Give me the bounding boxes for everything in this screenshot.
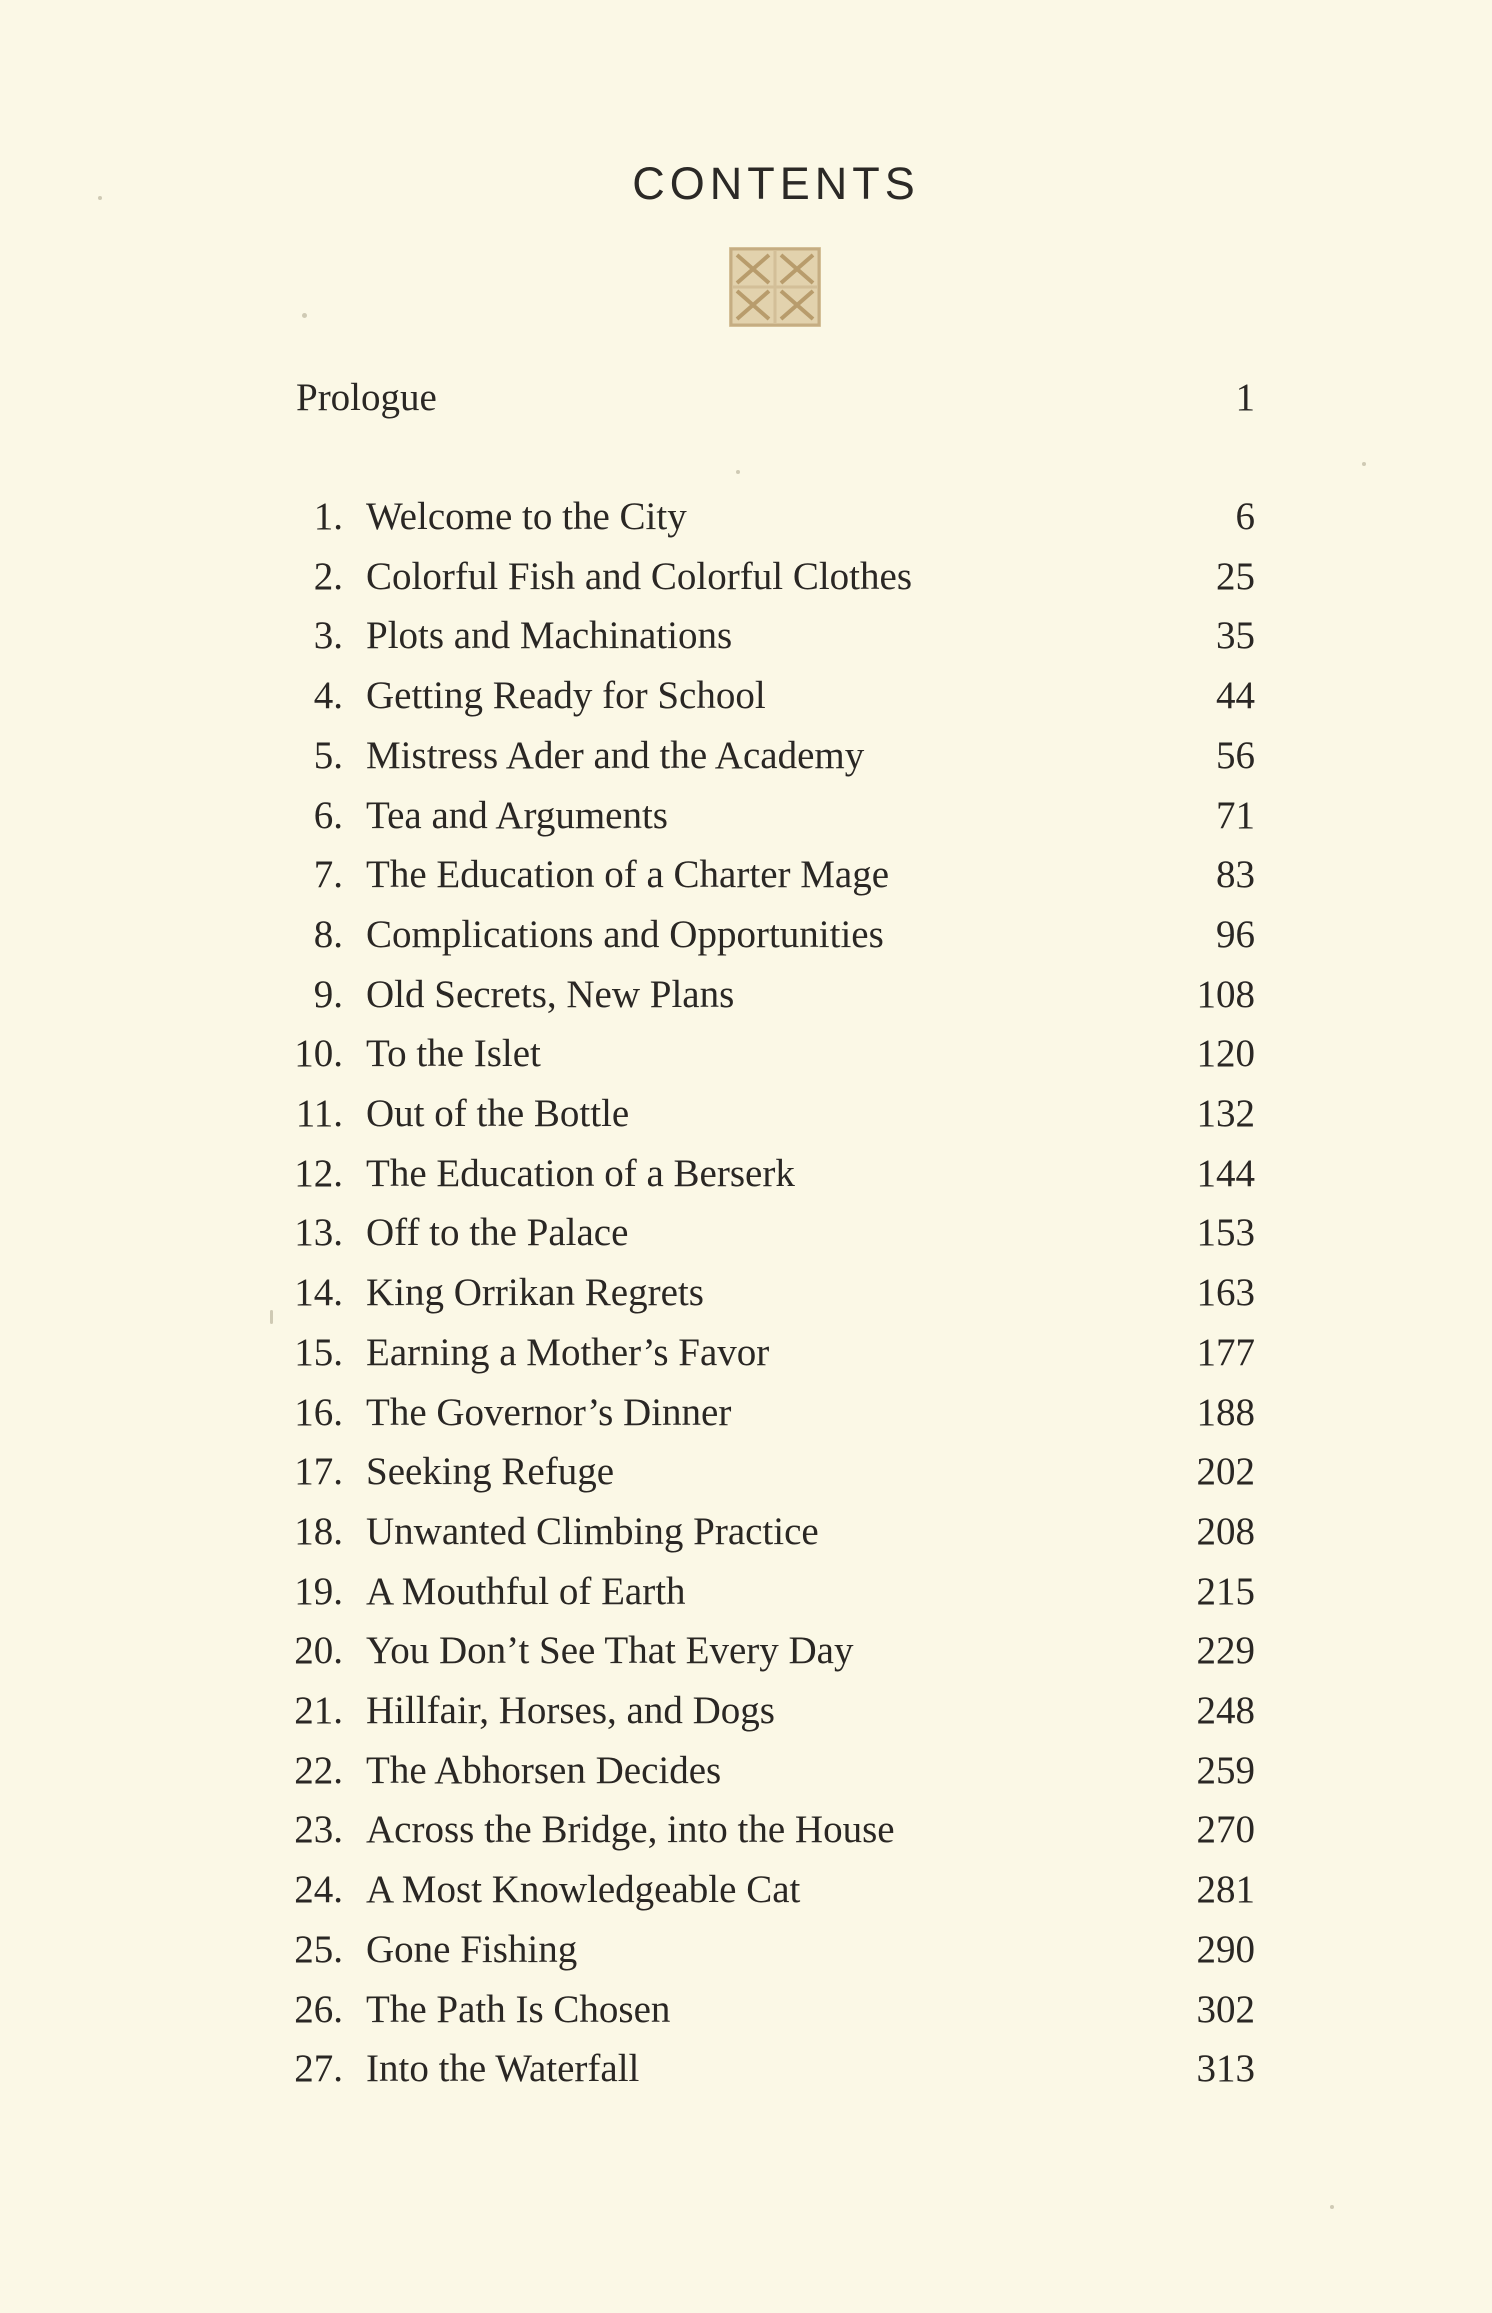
toc-chapter-entry[interactable]: [0, 1266, 1492, 1320]
toc-chapter-entry[interactable]: [0, 908, 1492, 962]
chapter-page-number: 35: [1216, 614, 1255, 658]
chapter-number: 25.: [294, 1927, 343, 1971]
chapter-title: The Path Is Chosen: [366, 1987, 671, 2031]
chapter-title: Hillfair, Horses, and Dogs: [366, 1689, 775, 1732]
toc-chapter-entry[interactable]: [0, 2042, 1492, 2096]
prologue-title: Prologue: [296, 376, 437, 419]
toc-chapter-entry[interactable]: [0, 968, 1492, 1022]
chapter-number: 3.: [313, 614, 343, 658]
chapter-page-number: 153: [1196, 1211, 1255, 1255]
toc-chapter-entry[interactable]: [0, 1863, 1492, 1917]
chapter-number: 22.: [294, 1748, 343, 1792]
chapter-title: Out of the Bottle: [366, 1092, 630, 1135]
toc-chapter-entry[interactable]: [0, 1803, 1492, 1857]
chapter-page-number: 56: [1216, 733, 1255, 777]
chapter-page-number: 302: [1196, 1987, 1255, 2031]
chapter-number: 4.: [313, 674, 343, 718]
chapter-number: 8.: [313, 912, 343, 956]
chapter-page-number: 108: [1196, 972, 1255, 1016]
chapter-page-number: 71: [1216, 793, 1255, 837]
chapter-page-number: 313: [1196, 2047, 1255, 2091]
toc-chapter-entry[interactable]: [0, 1445, 1492, 1499]
toc-chapter-entry[interactable]: [0, 1923, 1492, 1977]
chapter-title: Old Secrets, New Plans: [366, 972, 735, 1016]
toc-chapter-entry[interactable]: [0, 550, 1492, 604]
chapter-number: 7.: [313, 853, 343, 897]
toc-chapter-entry[interactable]: [0, 1505, 1492, 1559]
chapter-title: The Abhorsen Decides: [366, 1748, 722, 1792]
chapter-title: King Orrikan Regrets: [366, 1271, 704, 1315]
toc-chapter-entry[interactable]: [0, 1147, 1492, 1201]
chapter-number: 5.: [313, 733, 343, 777]
chapter-number: 26.: [294, 1987, 343, 2031]
chapter-page-number: 163: [1196, 1271, 1255, 1315]
paper-speck: [1362, 462, 1366, 466]
chapter-number: 23.: [294, 1808, 343, 1852]
chapter-title: Unwanted Climbing Practice: [366, 1509, 819, 1553]
chapter-number: 18.: [294, 1509, 343, 1553]
chapter-page-number: 215: [1196, 1569, 1255, 1613]
toc-chapter-entry[interactable]: [0, 1027, 1492, 1081]
chapter-number: 2.: [313, 554, 343, 598]
chapter-number: 6.: [313, 793, 343, 837]
knot-ornament-icon: [729, 247, 821, 327]
chapter-title: Across the Bridge, into the House: [366, 1808, 895, 1852]
chapter-title: The Education of a Berserk: [366, 1151, 795, 1195]
chapter-title: Welcome to the City: [366, 495, 687, 538]
chapter-page-number: 208: [1196, 1509, 1255, 1553]
chapter-page-number: 83: [1216, 853, 1255, 897]
prologue-page-number: 1: [1235, 376, 1255, 419]
chapter-number: 20.: [294, 1629, 343, 1673]
chapter-title: Off to the Palace: [366, 1211, 629, 1255]
chapter-number: 11.: [295, 1092, 343, 1135]
chapter-title: Colorful Fish and Colorful Clothes: [366, 554, 912, 598]
chapter-title: You Don’t See That Every Day: [366, 1629, 854, 1673]
paper-speck: [736, 470, 740, 474]
toc-chapter-entry[interactable]: [0, 1684, 1492, 1738]
chapter-page-number: 44: [1216, 674, 1255, 718]
toc-chapter-entry[interactable]: [0, 1565, 1492, 1619]
chapter-title: Seeking Refuge: [366, 1450, 615, 1494]
chapter-title: Mistress Ader and the Academy: [366, 733, 865, 777]
chapter-number: 27.: [294, 2047, 343, 2091]
chapter-title: A Mouthful of Earth: [366, 1569, 686, 1613]
chapter-number: 9.: [313, 972, 343, 1016]
toc-chapter-entry[interactable]: [0, 729, 1492, 783]
chapter-number: 1.: [313, 495, 343, 538]
chapter-number: 17.: [294, 1450, 343, 1494]
chapter-number: 21.: [294, 1689, 343, 1732]
toc-chapter-entry[interactable]: [0, 1744, 1492, 1798]
chapter-title: Into the Waterfall: [366, 2047, 640, 2091]
chapter-number: 12.: [294, 1151, 343, 1195]
paper-speck: [1330, 2205, 1334, 2209]
chapter-page-number: 177: [1196, 1330, 1255, 1374]
toc-chapter-entry[interactable]: [0, 1983, 1492, 2037]
chapter-page-number: 6: [1235, 495, 1255, 538]
toc-prologue-entry[interactable]: [0, 371, 1492, 425]
chapter-page-number: 259: [1196, 1748, 1255, 1792]
toc-chapter-entry[interactable]: [0, 1326, 1492, 1380]
chapter-page-number: 144: [1196, 1151, 1255, 1195]
chapter-title: Tea and Arguments: [366, 793, 668, 837]
paper-speck: [302, 313, 307, 318]
toc-chapter-entry[interactable]: [0, 669, 1492, 723]
toc-chapter-entry[interactable]: [0, 789, 1492, 843]
chapter-title: Earning a Mother’s Favor: [366, 1330, 770, 1374]
chapter-number: 14.: [294, 1271, 343, 1315]
chapter-number: 24.: [294, 1868, 343, 1912]
chapter-page-number: 229: [1196, 1629, 1255, 1673]
chapter-page-number: 248: [1196, 1689, 1255, 1732]
chapter-page-number: 120: [1196, 1032, 1255, 1076]
chapter-title: Plots and Machinations: [366, 614, 733, 658]
chapter-number: 10.: [294, 1032, 343, 1076]
chapter-title: A Most Knowledgeable Cat: [366, 1868, 801, 1912]
chapter-page-number: 281: [1196, 1868, 1255, 1912]
chapter-page-number: 270: [1196, 1808, 1255, 1852]
toc-chapter-entry[interactable]: [0, 490, 1492, 544]
chapter-title: Complications and Opportunities: [366, 912, 884, 956]
page-title: CONTENTS: [632, 158, 920, 209]
chapter-number: 19.: [294, 1569, 343, 1613]
chapter-number: 16.: [294, 1390, 343, 1434]
chapter-number: 13.: [294, 1211, 343, 1255]
chapter-title: The Governor’s Dinner: [366, 1390, 732, 1434]
toc-chapter-entry[interactable]: [0, 1087, 1492, 1141]
chapter-page-number: 96: [1216, 912, 1255, 956]
chapter-title: To the Islet: [366, 1032, 541, 1076]
chapter-page-number: 188: [1196, 1390, 1255, 1434]
toc-chapter-entry[interactable]: [0, 848, 1492, 902]
chapter-number: 15.: [294, 1330, 343, 1374]
toc-chapter-entry[interactable]: [0, 1206, 1492, 1260]
chapter-title: Gone Fishing: [366, 1927, 578, 1971]
chapter-title: Getting Ready for School: [366, 674, 766, 718]
chapter-title: The Education of a Charter Mage: [366, 853, 890, 897]
chapter-page-number: 25: [1216, 554, 1255, 598]
chapter-page-number: 202: [1196, 1450, 1255, 1494]
chapter-page-number: 132: [1196, 1092, 1255, 1135]
toc-chapter-entry[interactable]: [0, 1386, 1492, 1440]
chapter-page-number: 290: [1196, 1927, 1255, 1971]
toc-chapter-entry[interactable]: [0, 609, 1492, 663]
toc-chapter-entry[interactable]: [0, 1624, 1492, 1678]
